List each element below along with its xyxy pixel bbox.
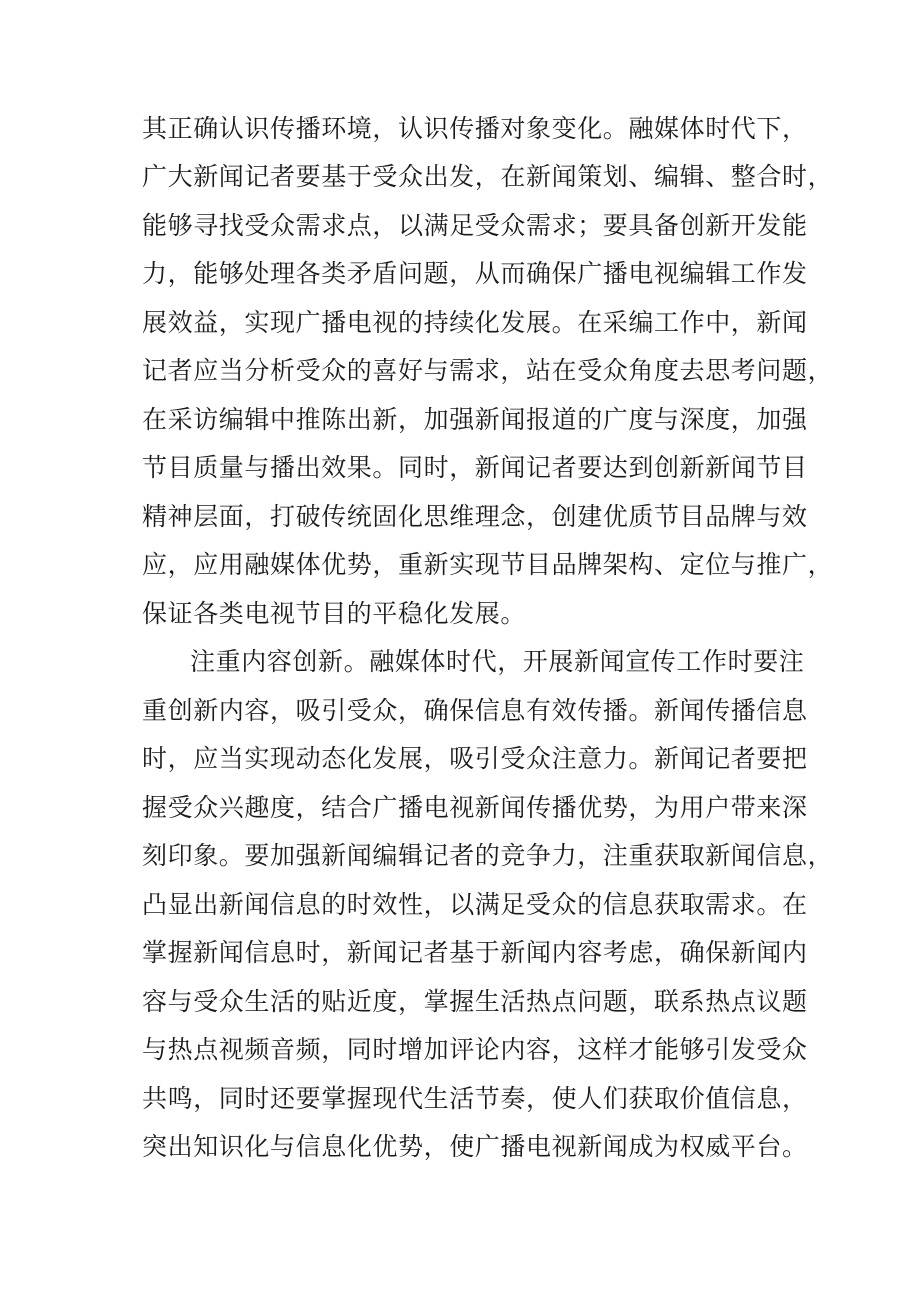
paragraph-1-line-5: 展效益，实现广播电视的持续化发展。在采编工作中，新闻 (142, 308, 808, 337)
paragraph-2-line-7: 掌握新闻信息时，新闻记者基于新闻内容考虑，确保新闻内 (142, 938, 808, 967)
paragraph-1-line-9: 精神层面，打破传统固化思维理念，创建优质节目品牌与效 (142, 502, 808, 531)
paragraph-2-line-5: 刻印象。要加强新闻编辑记者的竞争力，注重获取新闻信息， (142, 841, 834, 870)
paragraph-2-line-6: 凸显出新闻信息的时效性，以满足受众的信息获取需求。在 (142, 890, 808, 919)
paragraph-1-line-1: 其正确认识传播环境，认识传播对象变化。融媒体时代下， (142, 114, 808, 143)
paragraph-1-line-6: 记者应当分析受众的喜好与需求，站在受众角度去思考问题， (142, 356, 834, 385)
paragraph-1-line-4: 力，能够处理各类矛盾问题，从而确保广播电视编辑工作发 (142, 259, 808, 288)
paragraph-2-line-3: 时，应当实现动态化发展，吸引受众注意力。新闻记者要把 (142, 744, 808, 773)
paragraph-1-line-8: 节目质量与播出效果。同时，新闻记者要达到创新新闻节目 (142, 453, 808, 482)
paragraph-2-line-10: 共鸣，同时还要掌握现代生活节奏，使人们获取价值信息， (142, 1084, 808, 1113)
paragraph-2-line-9: 与热点视频音频，同时增加评论内容，这样才能够引发受众 (142, 1035, 808, 1064)
paragraph-1-line-7: 在采访编辑中推陈出新，加强新闻报道的广度与深度，加强 (142, 405, 808, 434)
paragraph-2-line-1: 注重内容创新。融媒体时代，开展新闻宣传工作时要注 (190, 647, 805, 676)
paragraph-1-line-11: 保证各类电视节目的平稳化发展。 (142, 599, 527, 628)
paragraph-2-line-8: 容与受众生活的贴近度，掌握生活热点问题，联系热点议题 (142, 987, 808, 1016)
paragraph-1-line-2: 广大新闻记者要基于受众出发，在新闻策划、编辑、整合时， (142, 162, 834, 191)
paragraph-1-line-10: 应，应用融媒体优势，重新实现节目品牌架构、定位与推广， (142, 550, 834, 579)
paragraph-2-line-4: 握受众兴趣度，结合广播电视新闻传播优势，为用户带来深 (142, 793, 808, 822)
paragraph-2-line-2: 重创新内容，吸引受众，确保信息有效传播。新闻传播信息 (142, 696, 808, 725)
paragraph-2-line-11: 突出知识化与信息化优势，使广播电视新闻成为权威平台。 (142, 1132, 808, 1161)
paragraph-1-line-3: 能够寻找受众需求点，以满足受众需求；要具备创新开发能 (142, 211, 808, 240)
